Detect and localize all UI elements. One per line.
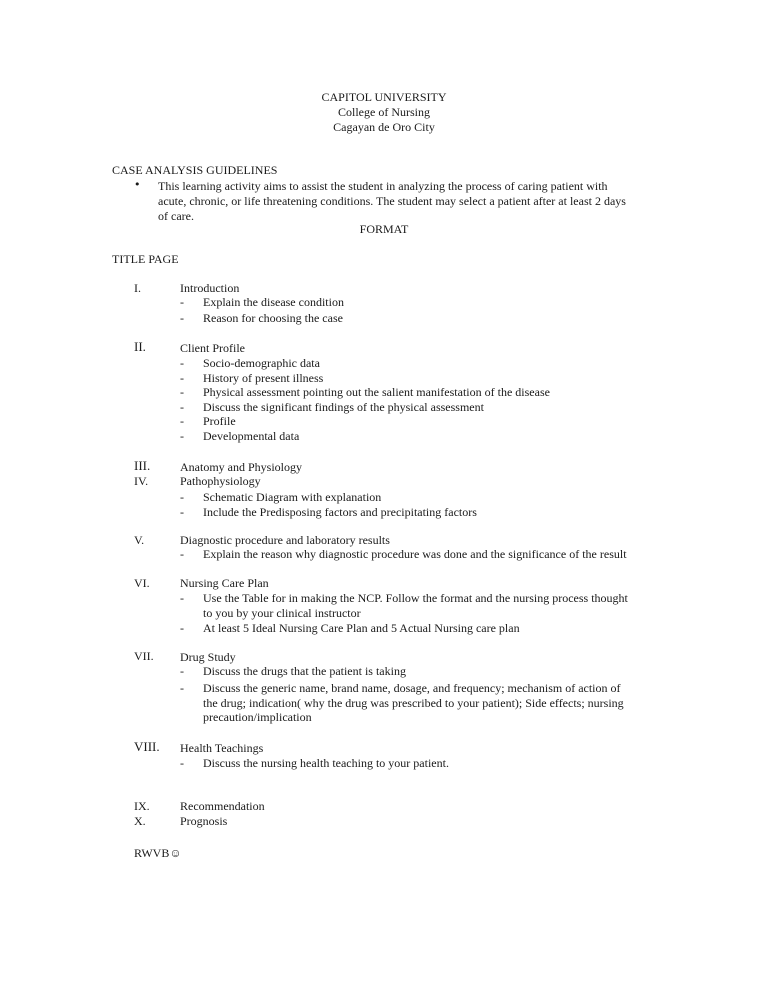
- city-name: Cagayan de Oro City: [333, 120, 435, 134]
- section-title: Client Profile: [180, 341, 245, 355]
- dash-marker: -: [180, 681, 184, 695]
- format-title: FORMAT: [359, 222, 409, 236]
- section-numeral: X.: [134, 814, 146, 828]
- dash-marker: -: [180, 371, 184, 385]
- section-title: Drug Study: [180, 650, 236, 664]
- dash-marker: -: [180, 591, 184, 605]
- dash-marker: -: [180, 414, 184, 428]
- list-item-text: Reason for choosing the case: [203, 311, 343, 325]
- list-item-text: Explain the reason why diagnostic procedure was done and the significance of the result: [203, 547, 627, 561]
- guideline-bullet-line-2: acute, chronic, or life threatening conditions. The student may select a patient after at least 2 days: [158, 194, 626, 208]
- section-numeral: VI.: [134, 576, 150, 590]
- dash-marker: -: [180, 664, 184, 678]
- signature: RWVB☺: [134, 846, 182, 860]
- list-item-text: Discuss the drugs that the patient is taking: [203, 664, 406, 678]
- section-title: Prognosis: [180, 814, 228, 828]
- dash-marker: -: [180, 621, 184, 635]
- list-item-text: History of present illness: [203, 371, 324, 385]
- dash-marker: -: [180, 547, 184, 561]
- guidelines-heading: CASE ANALYSIS GUIDELINES: [112, 163, 278, 177]
- list-item-text: Schematic Diagram with explanation: [203, 490, 382, 504]
- dash-marker: -: [180, 400, 184, 414]
- section-title: Pathophysiology: [180, 474, 261, 488]
- list-item-text: Discuss the generic name, brand name, dosage, and frequency; mechanism of action of: [203, 681, 621, 695]
- dash-marker: -: [180, 295, 184, 309]
- section-title: Nursing Care Plan: [180, 576, 269, 590]
- section-numeral: III.: [134, 458, 151, 473]
- section-title: Diagnostic procedure and laboratory results: [180, 533, 390, 547]
- guideline-bullet-line-1: This learning activity aims to assist the student in analyzing the process of caring patient with: [158, 179, 608, 193]
- list-item-text: the drug; indication( why the drug was prescribed to your patient); Side effects; nursing: [203, 696, 624, 710]
- dash-marker: -: [180, 356, 184, 370]
- college-name: College of Nursing: [338, 105, 430, 119]
- bullet-icon: •: [134, 178, 141, 191]
- section-title: Recommendation: [180, 799, 265, 813]
- dash-marker: -: [180, 505, 184, 519]
- list-item-text: At least 5 Ideal Nursing Care Plan and 5 Actual Nursing care plan: [203, 621, 520, 635]
- list-item-text: Explain the disease condition: [203, 295, 344, 309]
- dash-marker: -: [180, 756, 184, 770]
- section-title: Anatomy and Physiology: [180, 460, 302, 474]
- section-numeral: VIII.: [134, 739, 160, 754]
- section-numeral: V.: [134, 533, 145, 547]
- list-item-text: Physical assessment pointing out the salient manifestation of the disease: [203, 385, 550, 399]
- dash-marker: -: [180, 385, 184, 399]
- list-item-text: to you by your clinical instructor: [203, 606, 361, 620]
- university-name: CAPITOL UNIVERSITY: [321, 90, 447, 104]
- list-item-text: Socio-demographic data: [203, 356, 320, 370]
- list-item-text: Developmental data: [203, 429, 300, 443]
- dash-marker: -: [180, 490, 184, 504]
- dash-marker: -: [180, 429, 184, 443]
- section-numeral: IV.: [134, 474, 149, 488]
- list-item-text: Discuss the significant findings of the physical assessment: [203, 400, 484, 414]
- section-title: Introduction: [180, 281, 240, 295]
- list-item-text: Discuss the nursing health teaching to your patient.: [203, 756, 449, 770]
- guideline-bullet-line-3: of care.: [158, 209, 194, 223]
- section-numeral: VII.: [134, 649, 154, 663]
- list-item-text: Include the Predisposing factors and precipitating factors: [203, 505, 477, 519]
- section-title: Health Teachings: [180, 741, 264, 755]
- section-numeral: IX.: [134, 799, 150, 813]
- list-item-text: Use the Table for in making the NCP. Follow the format and the nursing process thought: [203, 591, 628, 605]
- dash-marker: -: [180, 311, 184, 325]
- title-page-label: TITLE PAGE: [112, 252, 179, 266]
- section-numeral: II.: [134, 339, 146, 354]
- section-numeral: I.: [134, 281, 141, 295]
- list-item-text: precaution/implication: [203, 710, 312, 724]
- list-item-text: Profile: [203, 414, 236, 428]
